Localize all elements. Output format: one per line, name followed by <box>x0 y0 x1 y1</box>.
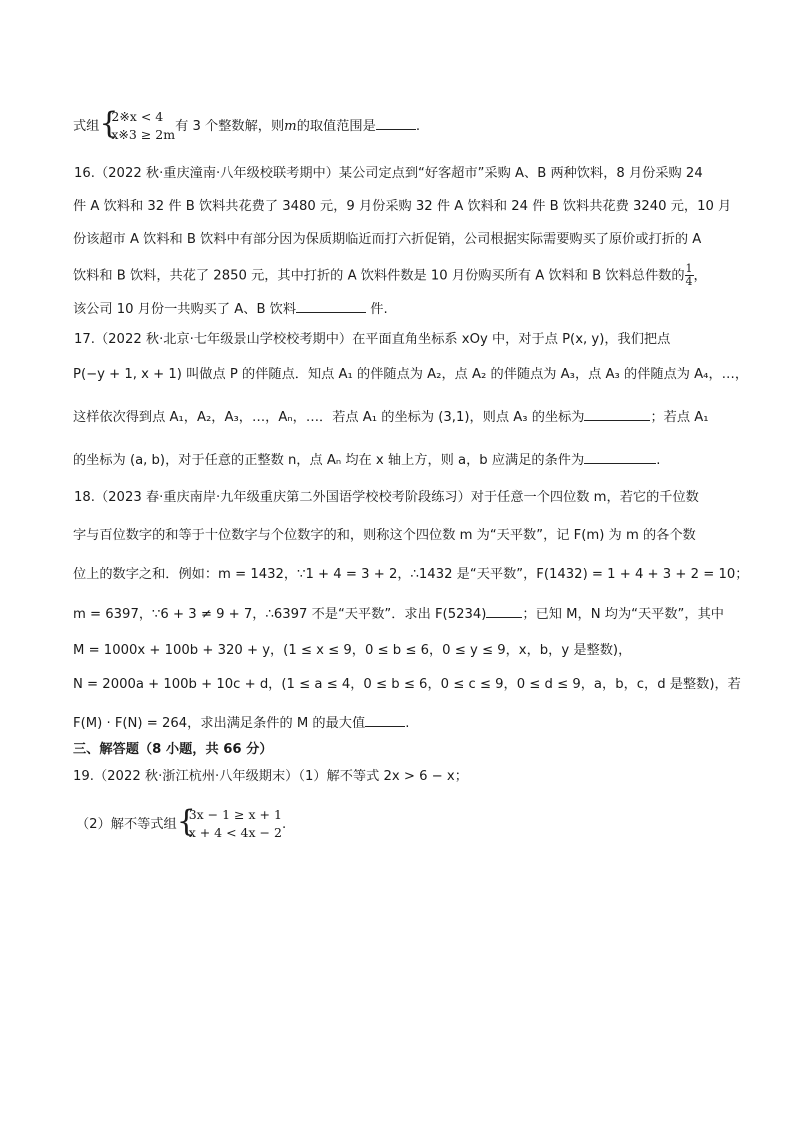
q18-line-4-text: m = 6397，∵6 + 3 ≠ 9 + 7，∴6397 不是“天平数”．求出 F(5234) <box>73 607 487 622</box>
q19-system-row-1: 3x − 1 ≥ x + 1 <box>188 807 282 822</box>
q16-answer-blank[interactable] <box>296 298 366 313</box>
q18-line-6: N = 2000a + 100b + 10c + d，(1 ≤ a ≤ 4，0 ≤ b ≤ 6，0 ≤ c ≤ 9，0 ≤ d ≤ 9，a，b，c，d 是整数)，若 <box>73 677 741 692</box>
q19-part-2-prefix: （2）解不等式组 <box>76 817 177 832</box>
q16-line-1: 16.（2022 秋·重庆潼南·八年级校联考期中）某公司定点到“好客超市”采购 A、B 两种饮料，8 月份采购 24 <box>74 166 703 181</box>
q16-fraction <box>685 263 694 288</box>
q17-answer-blank-2[interactable] <box>584 449 656 464</box>
q18-line-1: 18.（2023 春·重庆南岸·九年级重庆第二外国语学校校考阶段练习）对于任意一个四位数 m，若它的千位数 <box>74 490 699 505</box>
q15-suffix2: 的取值范围是 <box>296 119 376 134</box>
q18-answer-blank-2[interactable] <box>365 712 405 727</box>
q19-inequality-system <box>177 806 282 842</box>
q16-line-5-text: 该公司 10 月份一共购买了 A、B 饮料 <box>73 302 297 317</box>
q15-suffix: 有 3 个整数解，则 <box>175 119 285 134</box>
q18-line-4-end: ；已知 M，N 均为“天平数”，其中 <box>522 607 724 622</box>
q19-line-1: 19.（2022 秋·浙江杭州·八年级期末）（1）解不等式 2x > 6 − x； <box>73 769 468 784</box>
q16-fraction-denominator: 4 <box>685 275 693 288</box>
q15-var-m: m <box>284 119 297 134</box>
q16-line-5 <box>73 298 388 319</box>
q17-line-4 <box>73 449 660 470</box>
q15-system-row-2: x※3 ≥ 2m <box>111 127 176 142</box>
q17-line-3-end: ；若点 A₁ <box>650 410 709 425</box>
q18-line-5: M = 1000x + 100b + 320 + y，(1 ≤ x ≤ 9，0 ≤ b ≤ 6，0 ≤ y ≤ 9，x，b，y 是整数)， <box>73 643 632 658</box>
q16-line-3: 份该超市 A 饮料和 B 饮料中有部分因为保质期临近而打六折促销，公司根据实际需要购买了原价或打折的 A <box>73 232 702 247</box>
q17-line-2: P(−y + 1, x + 1) 叫做点 P 的伴随点．知点 A₁ 的伴随点为 A₂，点 A₂ 的伴随点为 A₃，点 A₃ 的伴随点为 A₄，…， <box>73 367 749 382</box>
q16-line-4-text: 饮料和 B 饮料，共花了 2850 元，其中打折的 A 饮料件数是 10 月份购买所有 A 饮料和 B 饮料总件数的 <box>73 268 685 284</box>
q18-line-7-text: F(M) · F(N) = 264，求出满足条件的 M 的最大值 <box>73 716 366 731</box>
q17-answer-blank-1[interactable] <box>584 406 650 421</box>
q15-tail-line <box>73 108 420 144</box>
q18-line-2: 字与百位数字的和等于十位数字与个位数字的和，则称这个四位数 m 为“天平数”，记 F(m) 为 m 的各个数 <box>73 528 696 543</box>
q18-answer-blank-1[interactable] <box>486 603 522 618</box>
q17-line-4-text: 的坐标为 (a, b)，对于任意的正整数 n，点 Aₙ 均在 x 轴上方，则 a，b 应满足的条件为 <box>73 453 585 468</box>
q15-inequality-system <box>99 108 175 144</box>
q18-line-3: 位上的数字之和．例如：m = 1432，∵1 + 4 = 3 + 2，∴1432 是“天平数”，F(1432) = 1 + 4 + 3 + 2 = 10； <box>73 567 749 582</box>
left-brace-icon: { <box>176 804 196 839</box>
section-3-heading: 三、解答题（8 小题，共 66 分） <box>73 742 273 757</box>
q18-line-4 <box>73 603 724 624</box>
q18-line-7-end: . <box>405 716 410 731</box>
q16-line-5-end: 件. <box>366 302 388 317</box>
q19-system-row-2: x + 4 < 4x − 2 <box>188 825 282 840</box>
q16-line-4-end: ， <box>693 268 707 284</box>
q16-line-4 <box>73 263 707 288</box>
q17-line-1: 17.（2022 秋·北京·七年级景山学校校考期中）在平面直角坐标系 xOy 中，对于点 P(x, y)，我们把点 <box>74 332 671 347</box>
q19-part-2 <box>76 806 286 842</box>
q18-line-7 <box>73 712 409 733</box>
q16-line-2: 件 A 饮料和 32 件 B 饮料共花费了 3480 元，9 月份采购 32 件 A 饮料和 24 件 B 饮料共花费 3240 元，10 月 <box>73 199 732 214</box>
q17-line-3 <box>73 406 709 427</box>
q15-prefix: 式组 <box>73 119 100 134</box>
q17-line-4-end: . <box>656 453 661 468</box>
q17-line-3-text: 这样依次得到点 A₁，A₂，A₃，…，Aₙ，…．若点 A₁ 的坐标为 (3,1)，则点 A₃ 的坐标为 <box>73 410 585 425</box>
q15-end: . <box>415 119 421 134</box>
left-brace-icon: { <box>99 106 119 141</box>
q15-system-row-1: 2※x < 4 <box>111 109 164 124</box>
q15-answer-blank[interactable] <box>376 115 416 130</box>
q16-fraction-numerator: 1 <box>685 262 693 275</box>
q19-part-2-end: . <box>281 817 287 832</box>
